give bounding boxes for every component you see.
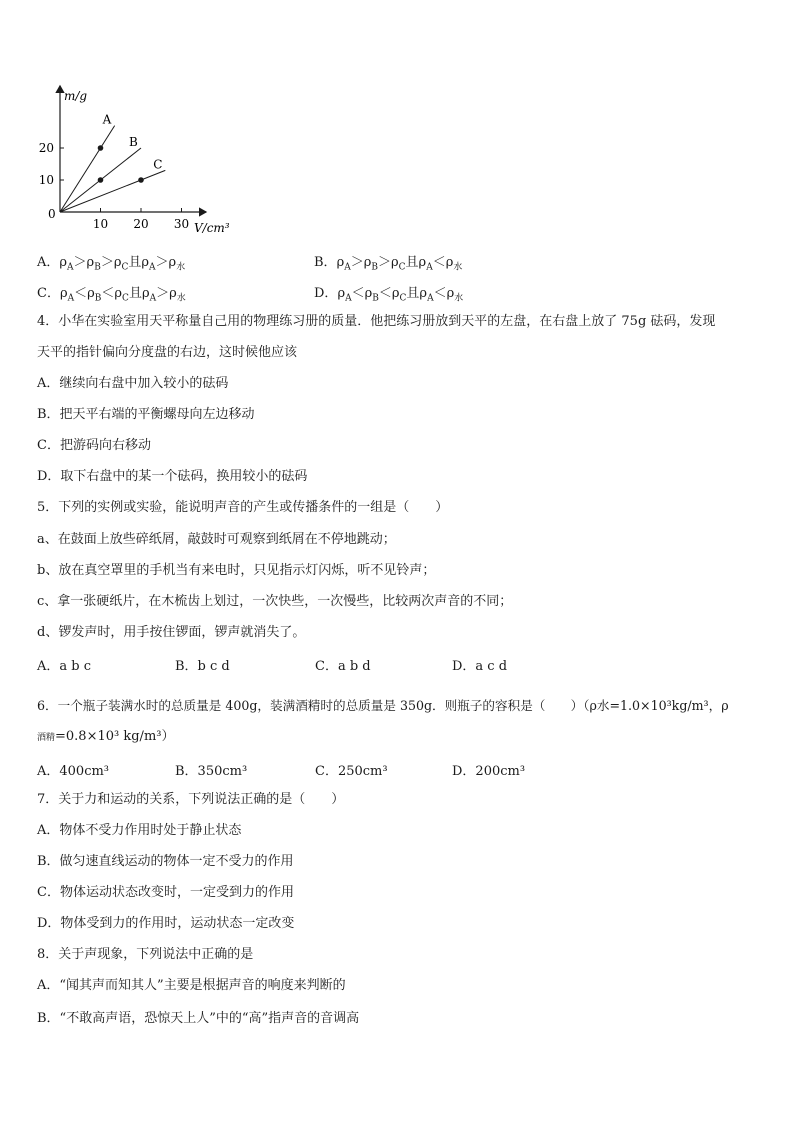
origin-label: 0 bbox=[48, 207, 56, 221]
q5-option-d[interactable]: D．a c d bbox=[452, 659, 508, 674]
q5-option-b[interactable]: B．b c d bbox=[175, 659, 230, 674]
mass-volume-graph bbox=[30, 82, 240, 242]
series-a-label: A bbox=[102, 112, 112, 127]
q7-option-a[interactable]: A．物体不受力作用时处于静止状态 bbox=[37, 823, 242, 838]
q6-stem-line2 bbox=[37, 728, 174, 747]
series-c-point bbox=[138, 177, 144, 183]
q4-option-a[interactable]: A．继续向右盘中加入较小的砝码 bbox=[37, 376, 229, 391]
q4-option-b[interactable]: B．把天平右端的平衡螺母向左边移动 bbox=[37, 407, 255, 422]
q5-stem: 5．下列的实例或实验，能说明声音的产生或传播条件的一组是（ ） bbox=[37, 500, 449, 515]
series-c-line bbox=[60, 170, 165, 212]
q8-option-b[interactable]: B．“不敢高声语，恐惊天上人”中的“高”指声音的音调高 bbox=[37, 1011, 360, 1026]
y-tick-label-20: 20 bbox=[38, 141, 54, 155]
q8-stem: 8．关于声现象，下列说法中正确的是 bbox=[37, 947, 254, 962]
series-b-point bbox=[98, 177, 104, 183]
q6-option-b[interactable]: B．350cm³ bbox=[175, 764, 248, 779]
q7-option-c[interactable]: C．物体运动状态改变时，一定受到力的作用 bbox=[37, 885, 294, 900]
q5-option-c[interactable]: C．a b d bbox=[315, 659, 371, 674]
series-a-point bbox=[98, 145, 104, 151]
series-c-label: C bbox=[153, 157, 163, 172]
q4-option-c[interactable]: C．把游码向右移动 bbox=[37, 438, 151, 453]
x-axis-label: V/cm³ bbox=[194, 221, 230, 235]
x-tick-label-20: 20 bbox=[133, 217, 149, 231]
x-tick-label-30: 30 bbox=[173, 217, 190, 231]
q8-option-a[interactable]: A．“闻其声而知其人”主要是根据声音的响度来判断的 bbox=[37, 978, 346, 993]
q5-item-d: d、锣发声时，用手按住锣面，锣声就消失了。 bbox=[37, 625, 306, 640]
q5-option-a[interactable]: A．a b c bbox=[37, 659, 92, 674]
q6-option-a[interactable]: A．400cm³ bbox=[37, 764, 110, 779]
series-a-line bbox=[60, 126, 115, 212]
y-tick-label-10: 10 bbox=[38, 173, 54, 187]
q6-option-c[interactable]: C．250cm³ bbox=[315, 764, 388, 779]
q5-item-a: a、在鼓面上放些碎纸屑，敲鼓时可观察到纸屑在不停地跳动； bbox=[37, 532, 396, 547]
x-tick-label-10: 10 bbox=[92, 217, 109, 231]
y-axis-label: m/g bbox=[64, 89, 88, 103]
q5-item-b: b、放在真空罩里的手机当有来电时，只见指示灯闪烁，听不见铃声； bbox=[37, 563, 436, 578]
q3-option-c[interactable]: C．$\rho_A<\rho_B<\rho_C$且$\rho_A>\rho_水$ bbox=[37, 286, 186, 304]
q6-stem-line1: 6．一个瓶子装满水时的总质量是 400g，装满酒精时的总质量是 350g．则瓶子的容积是（ ）（ρ水=1.0×10³kg/m³，ρ bbox=[37, 698, 729, 713]
q5-item-c: c、拿一张硬纸片，在木梳齿上划过，一次快些，一次慢些，比较两次声音的不同； bbox=[37, 594, 513, 609]
q7-option-d[interactable]: D．物体受到力的作用时，运动状态一定改变 bbox=[37, 916, 295, 931]
q7-option-b[interactable]: B．做匀速直线运动的物体一定不受力的作用 bbox=[37, 854, 294, 869]
q6-alcohol-density: =0.8×10³ kg/m³） bbox=[55, 729, 175, 744]
q4-stem-line1: 4．小华在实验室用天平称量自己用的物理练习册的质量．他把练习册放到天平的左盘，在右盘上放了 75g 砝码，发现 bbox=[37, 314, 716, 329]
q4-stem-line2: 天平的指针偏向分度盘的右边，这时候他应该 bbox=[37, 345, 298, 360]
q3-option-d[interactable]: D．$\rho_A<\rho_B<\rho_C$且$\rho_A<\rho_水$ bbox=[314, 286, 464, 304]
q3-option-b[interactable]: B．$\rho_A>\rho_B>\rho_C$且$\rho_A<\rho_水$ bbox=[314, 255, 463, 273]
q7-stem: 7．关于力和运动的关系，下列说法正确的是（ ） bbox=[37, 792, 345, 807]
q3-option-a[interactable]: A．$\rho_A>\rho_B>\rho_C$且$\rho_A>\rho_水$ bbox=[37, 255, 186, 273]
series-b-label: B bbox=[129, 135, 138, 149]
q6-option-d[interactable]: D．200cm³ bbox=[452, 764, 526, 779]
q4-option-d[interactable]: D．取下右盘中的某一个砝码，换用较小的砝码 bbox=[37, 469, 308, 484]
q6-alcohol-subscript: 酒精 bbox=[37, 733, 56, 743]
